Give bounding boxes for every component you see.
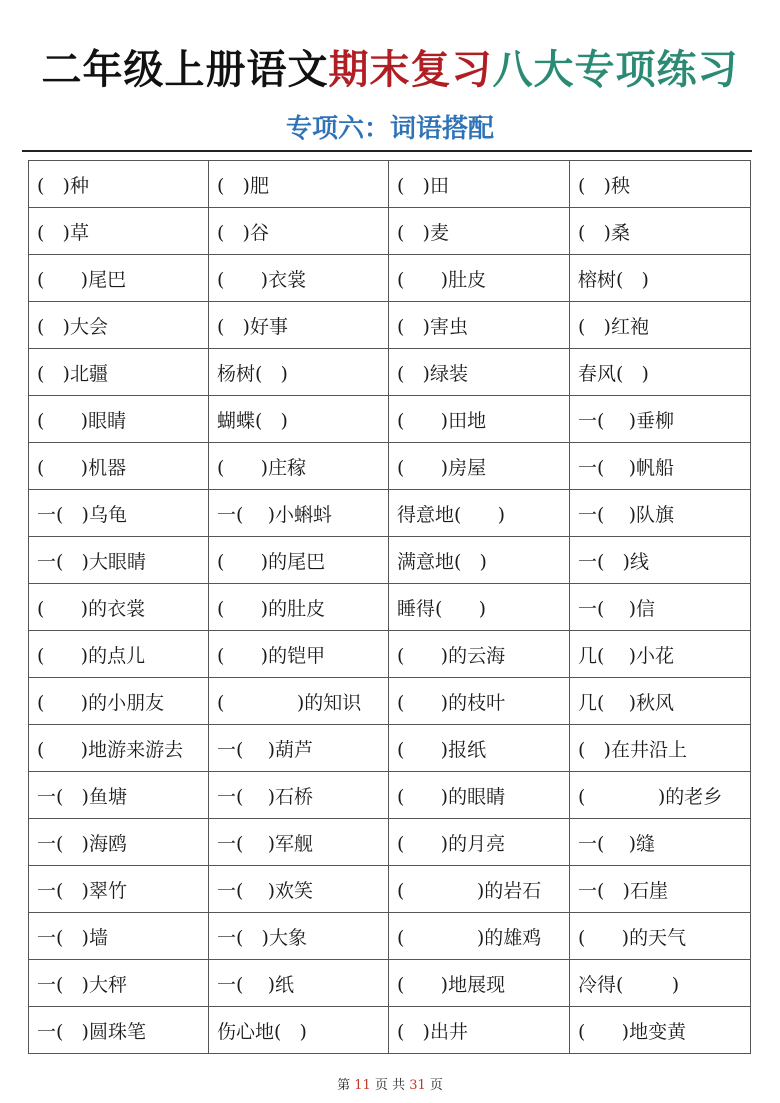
fill-in-cell: ( )眼睛 [29, 396, 209, 443]
page-title [0, 38, 780, 95]
fill-in-cell: ( )种 [29, 161, 209, 208]
fill-in-cell: ( )的岩石 [389, 866, 570, 913]
word-matching-table [28, 160, 751, 1054]
fill-in-cell: 一( )乌龟 [29, 490, 209, 537]
fill-in-cell: ( )秧 [570, 161, 751, 208]
fill-in-cell: ( )肚皮 [389, 255, 570, 302]
fill-in-cell: 一( )圆珠笔 [29, 1007, 209, 1054]
fill-in-cell: ( )报纸 [389, 725, 570, 772]
fill-in-cell: ( )的尾巴 [209, 537, 389, 584]
fill-in-cell: 春风( ) [570, 349, 751, 396]
fill-in-cell: ( )草 [29, 208, 209, 255]
table-row [29, 913, 751, 960]
fill-in-cell: ( )的雄鸡 [389, 913, 570, 960]
table-row [29, 443, 751, 490]
table-row [29, 960, 751, 1007]
table-row [29, 537, 751, 584]
table-row [29, 255, 751, 302]
fill-in-cell: 一( )队旗 [570, 490, 751, 537]
table-row [29, 725, 751, 772]
fill-in-cell: ( )的月亮 [389, 819, 570, 866]
header-divider [22, 150, 752, 152]
table-row [29, 819, 751, 866]
fill-in-cell: ( )的天气 [570, 913, 751, 960]
fill-in-cell: ( )衣裳 [209, 255, 389, 302]
fill-in-cell: 一( )信 [570, 584, 751, 631]
fill-in-cell: ( )地游来游去 [29, 725, 209, 772]
fill-in-cell: ( )桑 [570, 208, 751, 255]
fill-in-cell: 冷得( ) [570, 960, 751, 1007]
title-part-practice: 八大专项练习 [492, 47, 739, 93]
section-subtitle: 专项六：词语搭配 [285, 114, 494, 144]
fill-in-cell: ( )的衣裳 [29, 584, 209, 631]
fill-in-cell: ( )房屋 [389, 443, 570, 490]
fill-in-cell: 一( )海鸥 [29, 819, 209, 866]
fill-in-cell: 几( )小花 [570, 631, 751, 678]
fill-in-cell: ( )机器 [29, 443, 209, 490]
table-row [29, 584, 751, 631]
fill-in-cell: ( )好事 [209, 302, 389, 349]
fill-in-cell: ( )的云海 [389, 631, 570, 678]
table-row [29, 396, 751, 443]
fill-in-cell: ( )麦 [389, 208, 570, 255]
total-page-number: 31 [409, 1078, 426, 1093]
footer-label-ye: 页 [429, 1078, 443, 1093]
fill-in-cell: 一( )石桥 [209, 772, 389, 819]
fill-in-cell: 一( )石崖 [570, 866, 751, 913]
table-row [29, 1007, 751, 1054]
fill-in-cell: 一( )大眼睛 [29, 537, 209, 584]
title-part-review: 期末复习 [328, 47, 493, 93]
footer-label-di: 第 [337, 1078, 351, 1093]
fill-in-cell: ( )的知识 [209, 678, 389, 725]
table-row [29, 631, 751, 678]
fill-in-cell: 一( )纸 [209, 960, 389, 1007]
table-row [29, 161, 751, 208]
fill-in-cell: 一( )翠竹 [29, 866, 209, 913]
fill-in-cell: ( )红袍 [570, 302, 751, 349]
fill-in-cell: 一( )小蝌蚪 [209, 490, 389, 537]
table-row [29, 490, 751, 537]
fill-in-cell: ( )出井 [389, 1007, 570, 1054]
table-row [29, 349, 751, 396]
fill-in-cell: ( )田 [389, 161, 570, 208]
fill-in-cell: ( )大会 [29, 302, 209, 349]
fill-in-cell: 一( )欢笑 [209, 866, 389, 913]
table-row [29, 866, 751, 913]
fill-in-cell: 一( )大象 [209, 913, 389, 960]
fill-in-cell: ( )的肚皮 [209, 584, 389, 631]
table-row [29, 772, 751, 819]
fill-in-cell: 一( )军舰 [209, 819, 389, 866]
fill-in-cell: ( )的点儿 [29, 631, 209, 678]
table-row [29, 208, 751, 255]
fill-in-cell: ( )谷 [209, 208, 389, 255]
page-footer [0, 1074, 780, 1093]
fill-in-cell: 蝴蝶( ) [209, 396, 389, 443]
footer-label-ye-gong: 页 共 [374, 1078, 406, 1093]
fill-in-cell: 一( )墙 [29, 913, 209, 960]
fill-in-cell: 一( )线 [570, 537, 751, 584]
fill-in-cell: 伤心地( ) [209, 1007, 389, 1054]
fill-in-cell: 杨树( ) [209, 349, 389, 396]
title-part-grade: 二年级上册语文 [41, 47, 329, 93]
fill-in-cell: 一( )鱼塘 [29, 772, 209, 819]
fill-in-cell: ( )在井沿上 [570, 725, 751, 772]
fill-in-cell: ( )的小朋友 [29, 678, 209, 725]
fill-in-cell: ( )北疆 [29, 349, 209, 396]
fill-in-cell: ( )的老乡 [570, 772, 751, 819]
fill-in-cell: ( )害虫 [389, 302, 570, 349]
table-row [29, 678, 751, 725]
fill-in-cell: 榕树( ) [570, 255, 751, 302]
fill-in-cell: 睡得( ) [389, 584, 570, 631]
fill-in-cell: 一( )葫芦 [209, 725, 389, 772]
fill-in-cell: 一( )垂柳 [570, 396, 751, 443]
fill-in-cell: 一( )缝 [570, 819, 751, 866]
fill-in-cell: ( )的眼睛 [389, 772, 570, 819]
fill-in-cell: ( )地变黄 [570, 1007, 751, 1054]
fill-in-cell: ( )尾巴 [29, 255, 209, 302]
fill-in-cell: 一( )大秤 [29, 960, 209, 1007]
fill-in-cell: 几( )秋风 [570, 678, 751, 725]
table-row [29, 302, 751, 349]
fill-in-cell: ( )的铠甲 [209, 631, 389, 678]
fill-in-cell: 一( )帆船 [570, 443, 751, 490]
fill-in-cell: ( )绿装 [389, 349, 570, 396]
fill-in-cell: 满意地( ) [389, 537, 570, 584]
fill-in-cell: ( )的枝叶 [389, 678, 570, 725]
fill-in-cell: ( )地展现 [389, 960, 570, 1007]
fill-in-cell: ( )田地 [389, 396, 570, 443]
fill-in-cell: ( )庄稼 [209, 443, 389, 490]
fill-in-cell: ( )肥 [209, 161, 389, 208]
current-page-number: 11 [354, 1078, 371, 1093]
fill-in-cell: 得意地( ) [389, 490, 570, 537]
